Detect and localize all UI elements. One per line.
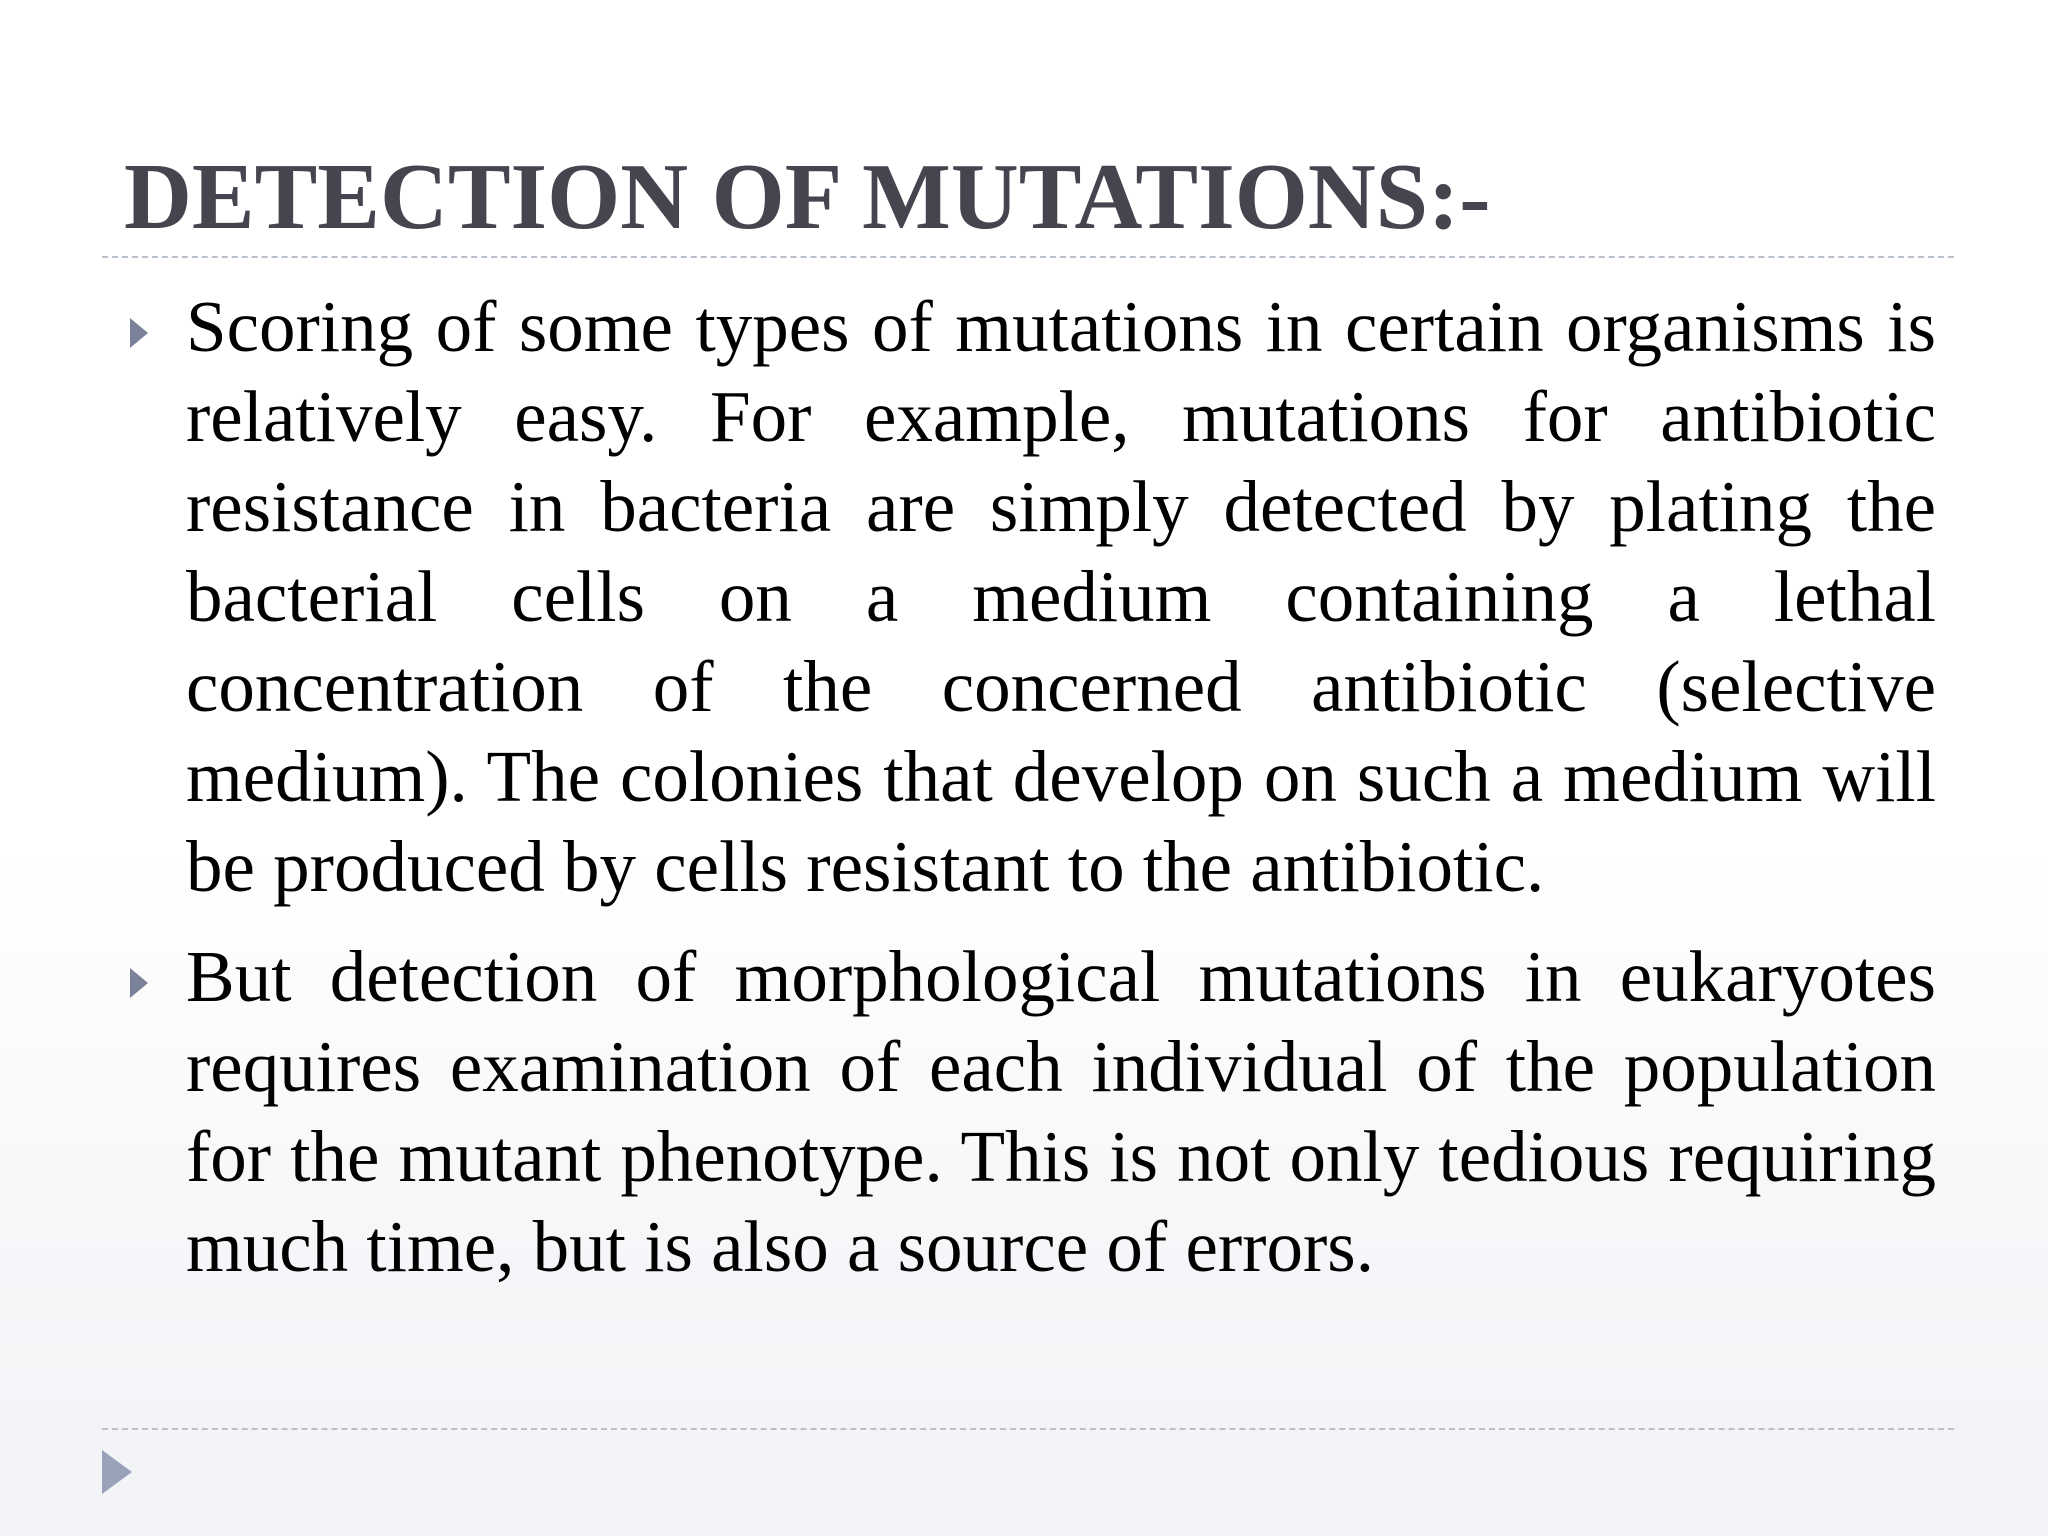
bullet-item (124, 932, 1936, 1292)
bullet-text: Scoring of some types of mutations in certain organisms is relatively easy. For example, mutations for antibiotic resistance in bacteria are simply detected by plating the bacterial cells on a medium containing a lethal concentration of the concerned antibiotic (selective medium). The colonies that develop on such a medium will be produced by cells resistant to the antibiotic. (186, 286, 1936, 907)
triangle-bullet-icon (130, 968, 148, 998)
triangle-bullet-icon (130, 318, 148, 348)
footer-divider (102, 1428, 1954, 1430)
bullet-list (124, 282, 1936, 1312)
slide-title: DETECTION OF MUTATIONS:- (124, 145, 1491, 249)
title-divider (102, 256, 1954, 258)
footer-triangle-icon (102, 1450, 132, 1494)
bullet-text: But detection of morphological mutations in eukaryotes requires examination of each individual of the population for the mutant phenotype. This is not only tedious requiring much time, but is also a source of errors. (186, 936, 1936, 1287)
bullet-item (124, 282, 1936, 912)
